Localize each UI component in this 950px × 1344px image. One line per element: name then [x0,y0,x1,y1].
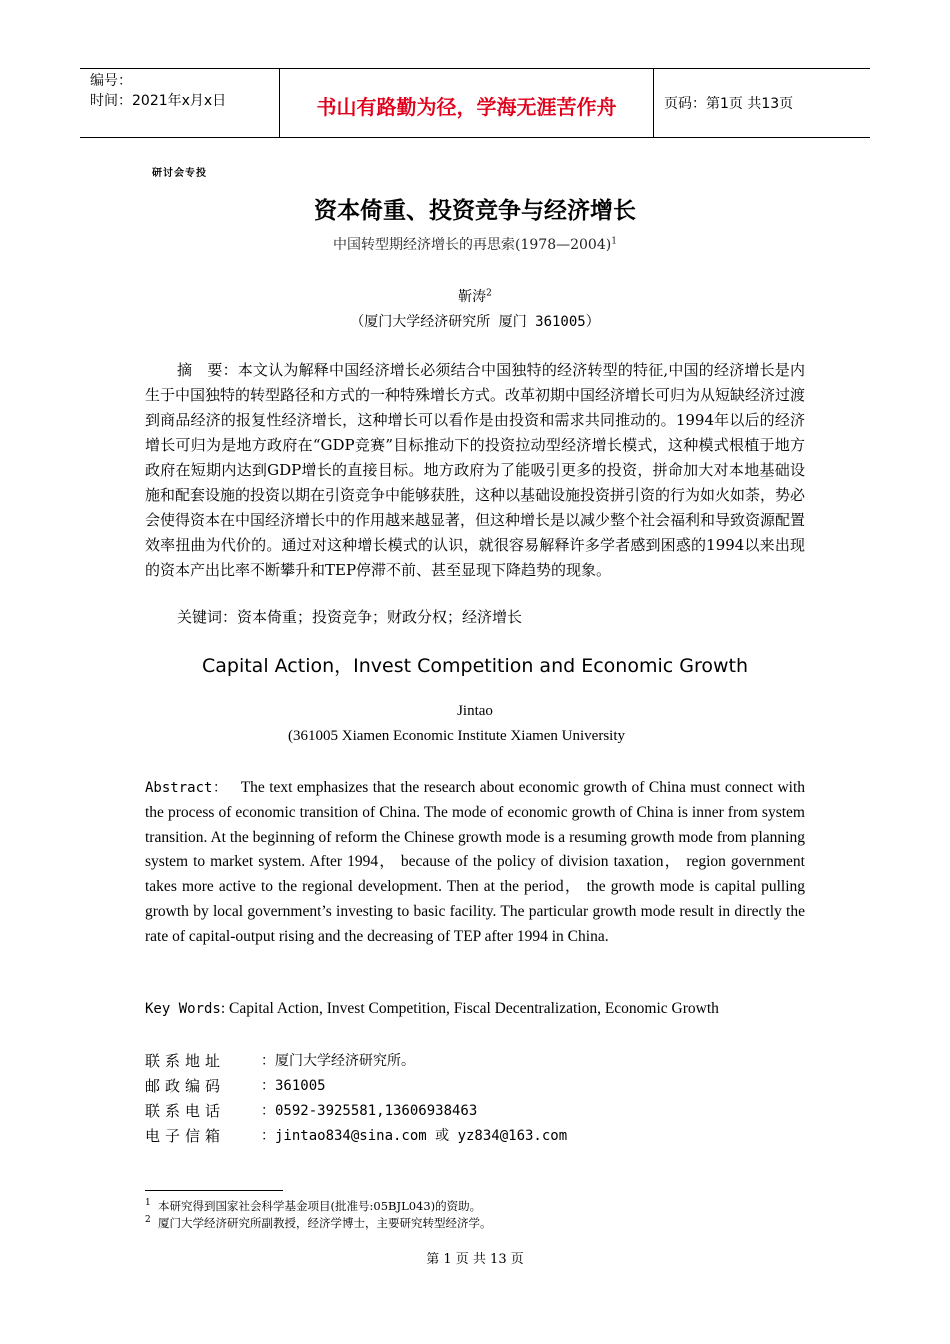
footnote-divider [145,1190,283,1191]
footnote-mark: 1 [145,1198,151,1209]
header-page-label: 页码：第1页 共13页 [664,96,794,112]
footnote-text: 本研究得到国家社会科学基金项目(批准号:05BJL043)的资助。 [158,1199,482,1213]
time-label: 时间：2021年x月x日 [90,93,227,109]
contact-label: 联系地址 [145,1052,226,1070]
contact-value: ：361005 [261,1078,326,1094]
abstract-en-text: The text emphasizes that the research about economic growth of China must connect with the process of economic transition of China. The mode of economic growth of China is inner from system transition. At the beginning of reform the Chinese growth mode is a resuming growth mode from planning system to market system. After 1994， because of the policy of division taxation， region government takes more active to the regional development. Then at the period， the growth mode is capital pulling growth by local government’s investing to basic facility. The particular growth mode result in directly the rate of capital-output rising and the decreasing of TEP after 1994 in China. [145,779,805,945]
contact-row [145,1049,567,1074]
keywords-en-label: Key Words [145,1001,221,1017]
abstract-en-label: Abstract： [145,780,228,796]
paper-title: 资本倚重、投资竞争与经济增长 [314,198,636,224]
header-meta [80,69,280,137]
english-affiliation: (361005 Xiamen Economic Institute Xiamen University [288,728,626,744]
contact-value: ：厦门大学经济研究所。 [261,1053,415,1069]
header-motto: 书山有路勤为径，学海无涯苦作舟 [280,69,654,137]
author-name: 靳涛 [458,289,487,305]
contact-row [145,1124,567,1149]
english-title: Capital Action，Invest Competition and Economic Growth [201,655,749,677]
subtitle-text: 中国转型期经济增长的再思索(1978—2004) [333,237,612,253]
contact-row [145,1074,567,1099]
keywords-en [145,1000,719,1018]
footnote [145,1215,492,1231]
abstract-cn-text: 摘 要：本文认为解释中国经济增长必须结合中国独特的经济转型的特征,中国的经济增长是内生于中国独特的转型路径和方式的一种特殊增长方式。改革初期中国经济增长可归为从短缺经济过渡到商品经济的报复性经济增长，这种增长可以看作是由投资和需求共同推动的。1994年以后的经济增长可归为是地方政府在“GDP竞赛”目标推动下的投资拉动型经济增长模式，这种模式根植于地方政府在短期内达到GDP增长的直接目标。地方政府为了能吸引更多的投资，拼命加大对本地基础设施和配套设施的投资以期在引资竞争中能够获胜，这种以基础设施投资拼引资的行为如火如荼，势必会使得资本在中国经济增长中的作用越来越显著，但这种增长是以减少整个社会福利和导致资源配置效率扭曲为代价的。通过对这种增长模式的认识，就很容易解释许多学者感到困惑的1994以来出现的资本产出比率不断攀升和TEP停滞不前、甚至显现下降趋势的现象。 [145,361,806,579]
contact-value: ：jintao834@sina.com 或 yz834@163.com [261,1128,568,1144]
footnote-text: 厦门大学经济研究所副教授，经济学博士，主要研究转型经济学。 [158,1216,492,1230]
keywords-cn: 关键词：资本倚重；投资竞争；财政分权；经济增长 [177,608,523,626]
abstract-cn [145,358,805,583]
section-label: 研讨会专投 [152,168,207,179]
footnote-mark: 2 [145,1215,151,1226]
paper-subtitle [0,234,950,254]
subtitle-footnote-mark: 1 [611,236,617,247]
affiliation: （厦门大学经济研究所 厦门 361005） [350,314,600,330]
author-footnote-mark: 2 [486,288,492,299]
keywords-en-text: : Capital Action, Invest Competition, Fiscal Decentralization, Economic Growth [220,1000,719,1017]
english-author: Jintao [457,703,493,719]
footnote [145,1198,481,1214]
contact-block [145,1049,567,1149]
contact-label: 电子信箱 [145,1127,226,1145]
author [0,286,950,306]
contact-value: ：0592-3925581,13606938463 [261,1103,478,1119]
page-number: 第 1 页 共 13 页 [426,1252,524,1267]
header-table [80,68,870,138]
contact-label: 联系电话 [145,1102,226,1120]
number-label: 编号： [90,73,132,89]
contact-label: 邮政编码 [145,1077,226,1095]
contact-row [145,1099,567,1124]
abstract-en [145,776,805,950]
